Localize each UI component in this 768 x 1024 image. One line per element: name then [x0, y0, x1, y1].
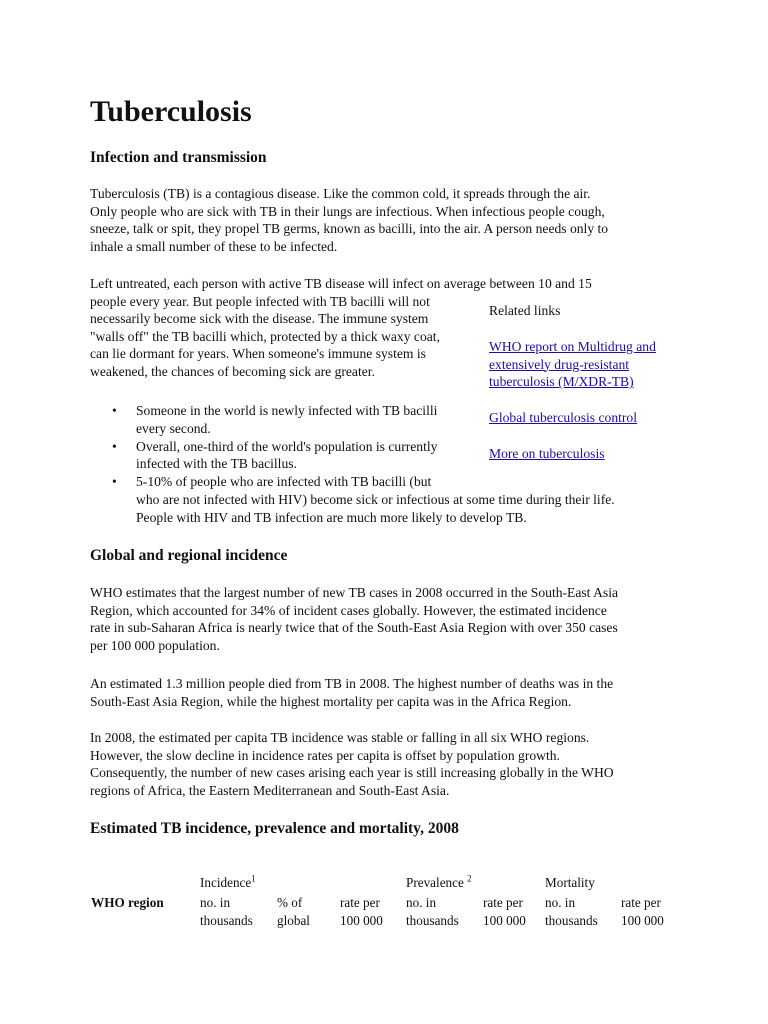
link-text: tuberculosis (M/XDR-TB) [489, 374, 634, 390]
text-line: who are not infected with HIV) become sick or infectious at some time during their life. [136, 491, 615, 507]
table-group-header-incidence [200, 874, 256, 892]
paragraph-global-2 [90, 675, 613, 710]
header-line: % of [277, 895, 303, 910]
link-text: Global tuberculosis control [489, 410, 637, 426]
table-column-header [483, 894, 526, 930]
text-line: An estimated 1.3 million people died from TB in 2008. The highest number of deaths was in the [90, 676, 614, 691]
table-group-header-prevalence [406, 874, 472, 892]
header-line: global [277, 912, 310, 928]
header-line: no. in [200, 895, 231, 910]
link-text: WHO report on Multidrug and [489, 338, 656, 354]
section-heading-global: Global and regional incidence [90, 547, 288, 564]
footnote-marker: 2 [467, 873, 472, 884]
page-title: Tuberculosis [90, 95, 252, 128]
list-item [90, 402, 615, 438]
text-line: Left untreated, each person with active TB disease will infect on average between 10 and 15 [90, 276, 592, 291]
text-line: Consequently, the number of new cases arising each year is still increasing globally in the WHO [90, 765, 614, 781]
text-line: Only people who are sick with TB in their lungs are infectious. When infectious people cough, [90, 203, 605, 219]
link-text: extensively drug-resistant [489, 356, 630, 372]
header-line: thousands [406, 912, 459, 928]
bullet-dot: • [112, 403, 117, 418]
text-line: rate in sub-Saharan Africa is nearly twice that of the South-East Asia Region with over 350 cases [90, 620, 618, 636]
bullet-dot: • [112, 474, 117, 490]
header-line: rate per [621, 895, 661, 910]
table-column-header [406, 894, 459, 930]
header-line: rate per [340, 895, 380, 910]
table-column-header [621, 894, 664, 930]
table-column-header [340, 894, 383, 930]
text-line: In 2008, the estimated per capita TB incidence was stable or falling in all six WHO regions. [90, 730, 590, 745]
link-mxdr-tb-report[interactable] [489, 338, 719, 391]
text-line: Region, which accounted for 34% of incident cases globally. However, the estimated incidence [90, 602, 607, 618]
header-line: thousands [200, 912, 253, 928]
table-row-header: WHO region [91, 895, 164, 910]
header-line: thousands [545, 912, 598, 928]
related-links-heading: Related links [489, 303, 561, 318]
section-heading-table: Estimated TB incidence, prevalence and mortality, 2008 [90, 820, 459, 837]
text-line: per 100 000 population. [90, 637, 220, 653]
text-line: regions of Africa, the Eastern Mediterranean and South-East Asia. [90, 782, 450, 798]
text-line: "walls off" the TB bacilli which, protected by a thick waxy coat, [90, 328, 440, 344]
table-group-header-mortality: Mortality [545, 875, 595, 890]
text-line: 5-10% of people who are infected with TB bacilli (but [136, 474, 432, 490]
text-line: Overall, one-third of the world's population is currently [136, 438, 438, 454]
header-line: 100 000 [340, 912, 383, 928]
text-line: sneeze, talk or spit, they propel TB germs, known as bacilli, into the air. A person needs only to [90, 221, 609, 237]
header-line: no. in [545, 895, 576, 910]
list-item [90, 438, 615, 474]
text-line: South-East Asia Region, while the highest mortality per capita was in the Africa Region. [90, 693, 572, 709]
text-line: People with HIV and TB infection are much more likely to develop TB. [136, 509, 527, 525]
text-line: necessarily become sick with the disease. The immune system [90, 311, 429, 327]
text-line: inhale a small number of these to be infected. [90, 238, 338, 254]
text-line: Tuberculosis (TB) is a contagious disease. Like the common cold, it spreads through the air. [90, 186, 591, 201]
text-line: people every year. But people infected with TB bacilli will not [90, 293, 430, 309]
header-line: no. in [406, 895, 437, 910]
table-column-header [200, 894, 253, 930]
link-text: More on tuberculosis [489, 445, 605, 461]
table-column-header [545, 894, 598, 930]
group-label: Incidence [200, 875, 252, 890]
group-label: Prevalence [406, 875, 468, 890]
bullet-list [90, 402, 615, 527]
paragraph-infection-1 [90, 185, 608, 255]
paragraph-global-1 [90, 584, 618, 654]
paragraph-global-3 [90, 729, 614, 799]
text-line: every second. [136, 420, 211, 436]
text-line: weakened, the chances of becoming sick are greater. [90, 363, 375, 379]
list-item [90, 473, 615, 526]
header-line: rate per [483, 895, 523, 910]
text-line: WHO estimates that the largest number of new TB cases in 2008 occurred in the South-East Asia [90, 585, 619, 600]
table-column-header [277, 894, 310, 930]
header-line: 100 000 [621, 912, 664, 928]
text-line: infected with the TB bacillus. [136, 456, 297, 472]
section-heading-infection: Infection and transmission [90, 149, 267, 166]
text-line: can lie dormant for years. When someone's immune system is [90, 346, 426, 362]
text-line: However, the slow decline in incidence rates per capita is offset by population growth. [90, 747, 560, 763]
header-line: 100 000 [483, 912, 526, 928]
bullet-dot: • [112, 438, 117, 454]
footnote-marker: 1 [251, 873, 256, 884]
text-line: Someone in the world is newly infected with TB bacilli [136, 403, 438, 418]
